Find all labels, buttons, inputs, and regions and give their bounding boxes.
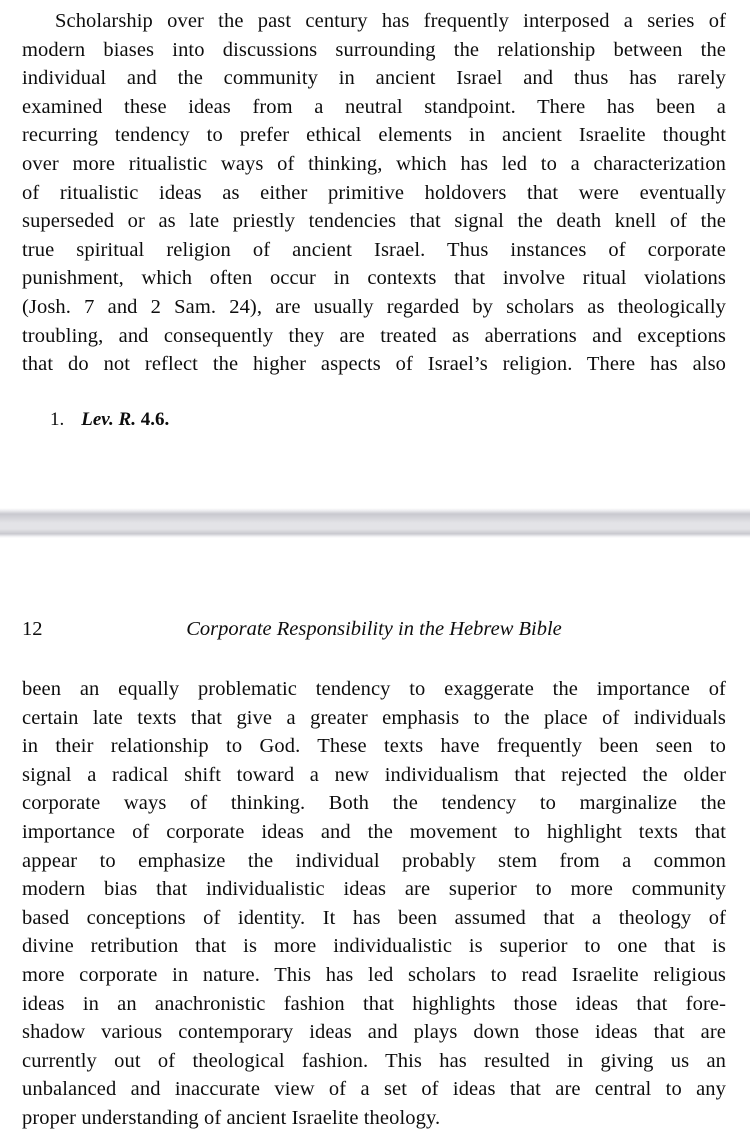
text-line: based conceptions of identity. It has been assumed that a theology of	[22, 906, 726, 929]
text-line: corporate ways of thinking. Both the tendency to marginalize the	[22, 792, 726, 815]
text-line: signal a radical shift toward a new individualism that rejected the older	[22, 763, 726, 786]
text-line: Scholarship over the past century has frequently interposed a series of	[55, 10, 726, 32]
page-2-paragraph	[22, 675, 726, 1133]
text-line: superseded or as late priestly tendencies that signal the death knell of the	[22, 210, 726, 233]
running-title: Corporate Responsibility in the Hebrew Bible	[186, 618, 562, 640]
text-line: individual and the community in ancient Israel and thus has rarely	[22, 67, 726, 90]
text-line: proper understanding of ancient Israelite theology.	[22, 1106, 441, 1129]
text-line: unbalanced and inaccurate view of a set of ideas that are central to any	[22, 1078, 726, 1101]
text-line: ideas in an anachronistic fashion that highlights those ideas that fore-	[22, 992, 726, 1015]
footnote	[50, 408, 726, 432]
footnote-locator: 4.6.	[140, 408, 170, 430]
text-line: troubling, and consequently they are treated as aberrations and exceptions	[22, 324, 726, 347]
text-line: appear to emphasize the individual probably stem from a common	[22, 849, 726, 872]
text-line: modern biases into discussions surrounding the relationship between the	[22, 38, 726, 61]
text-line: certain late texts that give a greater emphasis to the place of individuals	[22, 706, 726, 729]
text-line: been an equally problematic tendency to exaggerate the importance of	[22, 678, 726, 700]
text-line: in their relationship to God. These texts have frequently been seen to	[22, 735, 726, 758]
text-line: divine retribution that is more individualistic is superior to one that is	[22, 935, 726, 958]
text-line: importance of corporate ideas and the movement to highlight texts that	[22, 820, 726, 843]
page-number: 12	[22, 618, 43, 640]
text-line: (Josh. 7 and 2 Sam. 24), are usually regarded by scholars as theologically	[22, 295, 726, 318]
text-line: recurring tendency to prefer ethical elements in ancient Israelite thought	[22, 124, 726, 147]
text-line: modern bias that individualistic ideas are superior to more community	[22, 878, 726, 901]
footnote-number: 1.	[50, 408, 65, 430]
text-line: more corporate in nature. This has led scholars to read Israelite religious	[22, 963, 726, 986]
text-line: examined these ideas from a neutral standpoint. There has been a	[22, 95, 726, 118]
text-line: of ritualistic ideas as either primitive holdovers that were eventually	[22, 181, 726, 204]
text-line: over more ritualistic ways of thinking, which has led to a characterization	[22, 152, 726, 175]
text-line: currently out of theological fashion. This has resulted in giving us an	[22, 1049, 726, 1072]
running-head	[22, 616, 726, 642]
page-1	[0, 0, 750, 508]
page-2	[0, 538, 750, 1134]
text-line: true spiritual religion of ancient Israel. Thus instances of corporate	[22, 238, 726, 261]
page-1-paragraph	[22, 7, 726, 379]
text-line: that do not reflect the higher aspects of Israel’s religion. There has also	[22, 353, 726, 376]
text-line: punishment, which often occur in contexts that involve ritual violations	[22, 267, 726, 290]
footnote-source: Lev. R.	[81, 408, 136, 430]
page-separator	[0, 508, 750, 538]
text-line: shadow various contemporary ideas and plays down those ideas that are	[22, 1021, 726, 1044]
